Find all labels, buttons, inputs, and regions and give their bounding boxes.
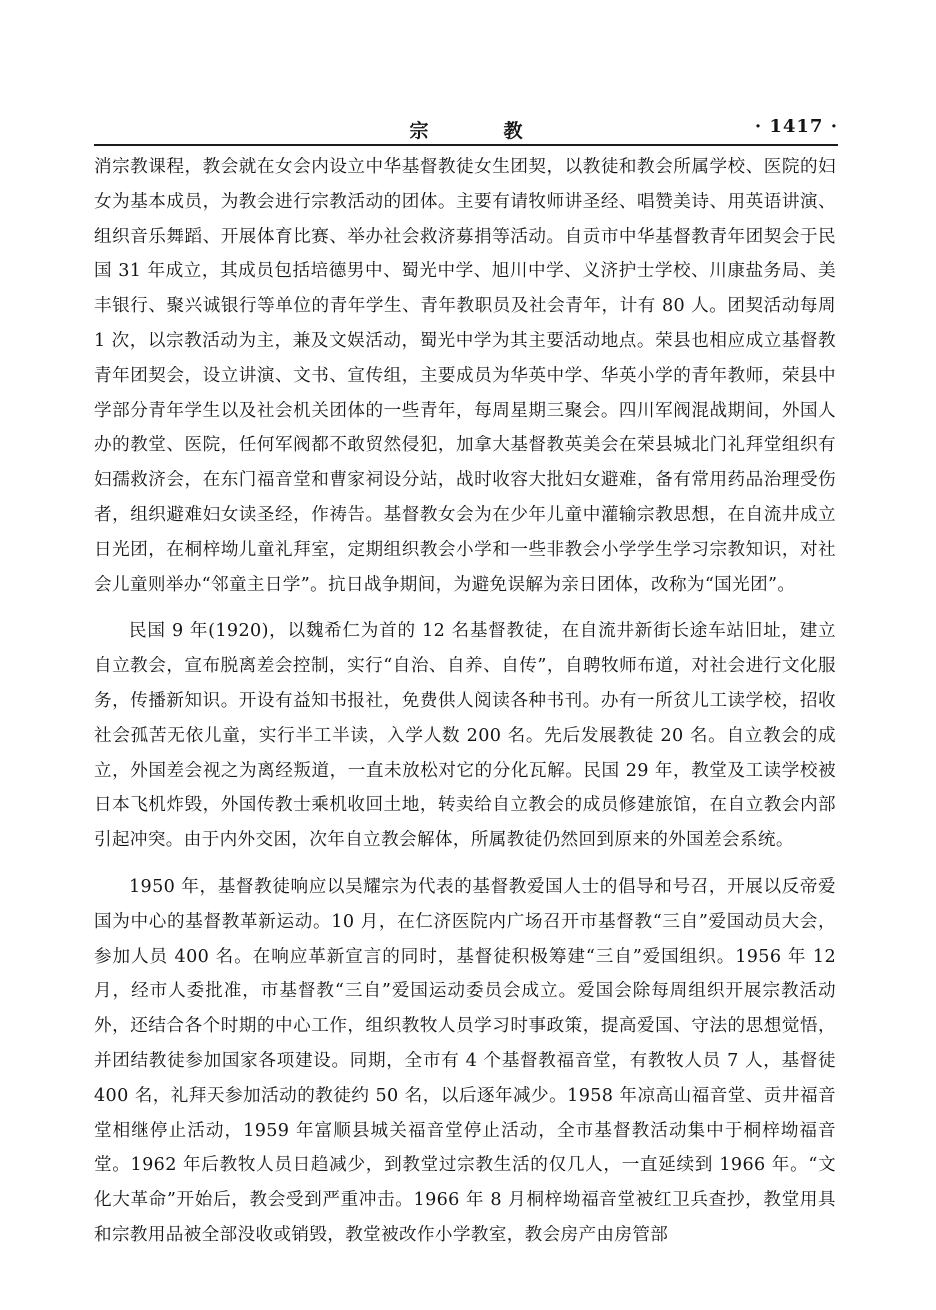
paragraph-1950-movement: 1950 年，基督教徒响应以吴耀宗为代表的基督教爱国人士的倡导和号召，开展以反帝爱国为中心的基督教革新运动。10 月，在仁济医院内广场召开市基督教“三自”爱国动员大会，参加人员 400 名。在响应革新宣言的同时，基督徒积极筹建“三自”爱国组织。1956 年 12 月，经市人委批准，市基督教“三自”爱国运动委员会成立。爱国会除每周组织开展宗教活动外，还结合各个时期的中心工作，组织教牧人员学习时事政策，提高爱国、守法的思想觉悟，并团结教徒参加国家各项建设。同期，全市有 4 个基督教福音堂，有教牧人员 7 人，基督徒 400 名，礼拜天参加活动的教徒约 50 名，以后逐年减少。1958 年凉高山福音堂、贡井福音堂相继停止活动，1959 年富顺县城关福音堂停止活动，全市基督教活动集中于桐梓坳福音堂。1962 年后教牧人员日趋减少，到教堂过宗教生活的仅几人，一直延续到 1966 年。“文化大革命”开始后，教会受到严重冲击。1966 年 8 月桐梓坳福音堂被红卫兵查抄，教堂用具和宗教用品被全部没收或销毁，教堂被改作小学教室，教会房产由房管部 [94, 876, 836, 1245]
page-header [94, 112, 838, 142]
body-text [94, 150, 836, 1265]
header-divider [94, 144, 838, 146]
page-number: · 1417 · [754, 116, 838, 137]
running-title: 宗 教 [409, 120, 551, 142]
paragraph-independent-church: 民国 9 年(1920)，以魏希仁为首的 12 名基督教徒，在自流井新街长途车站旧址，建立自立教会，宣布脱离差会控制，实行“自治、自养、自传”，自聘牧师布道，对社会进行文化服务，传播新知识。开设有益知书报社，免费供人阅读各种书刊。办有一所贫儿工读学校，招收社会孤苦无依儿童，实行半工半读，入学人数 200 名。先后发展教徒 20 名。自立教会的成立，外国差会视之为离经叛道，一直未放松对它的分化瓦解。民国 29 年，教堂及工读学校被日本飞机炸毁，外国传教士乘机收回土地，转卖给自立教会的成员修建旅馆，在自立教会内部引起冲突。由于内外交困，次年自立教会解体，所属教徒仍然回到原来的外国差会系统。 [94, 621, 836, 851]
paragraph-continued: 消宗教课程，教会就在女会内设立中华基督教徒女生团契，以教徒和教会所属学校、医院的妇女为基本成员，为教会进行宗教活动的团体。主要有请牧师讲圣经、唱赞美诗、用英语讲演、组织音乐舞蹈、开展体育比赛、举办社会救济募捐等活动。自贡市中华基督教青年团契会于民国 31 年成立，其成员包括培德男中、蜀光中学、旭川中学、义济护士学校、川康盐务局、美丰银行、聚兴诚银行等单位的青年学生、青年教职员及社会青年，计有 80 人。团契活动每周 1 次，以宗教活动为主，兼及文娱活动，蜀光中学为其主要活动地点。荣县也相应成立基督教青年团契会，设立讲演、文书、宣传组，主要成员为华英中学、华英小学的青年教师，荣县中学部分青年学生以及社会机关团体的一些青年，每周星期三聚会。四川军阀混战期间，外国人办的教堂、医院，任何军阀都不敢贸然侵犯，加拿大基督教英美会在荣县城北门礼拜堂组织有妇孺救济会，在东门福音堂和曹家祠设分站，战时收容大批妇女避难，备有常用药品治理受伤者，组织避难妇女读圣经，作祷告。基督教女会为在少年儿童中灌输宗教思想，在自流井成立日光团，在桐梓坳儿童礼拜室，定期组织教会小学和一些非教会小学学生学习宗教知识，对社会儿童则举办“邻童主日学”。抗日战争期间，为避免误解为亲日团体，改称为“国光团”。 [94, 157, 836, 595]
